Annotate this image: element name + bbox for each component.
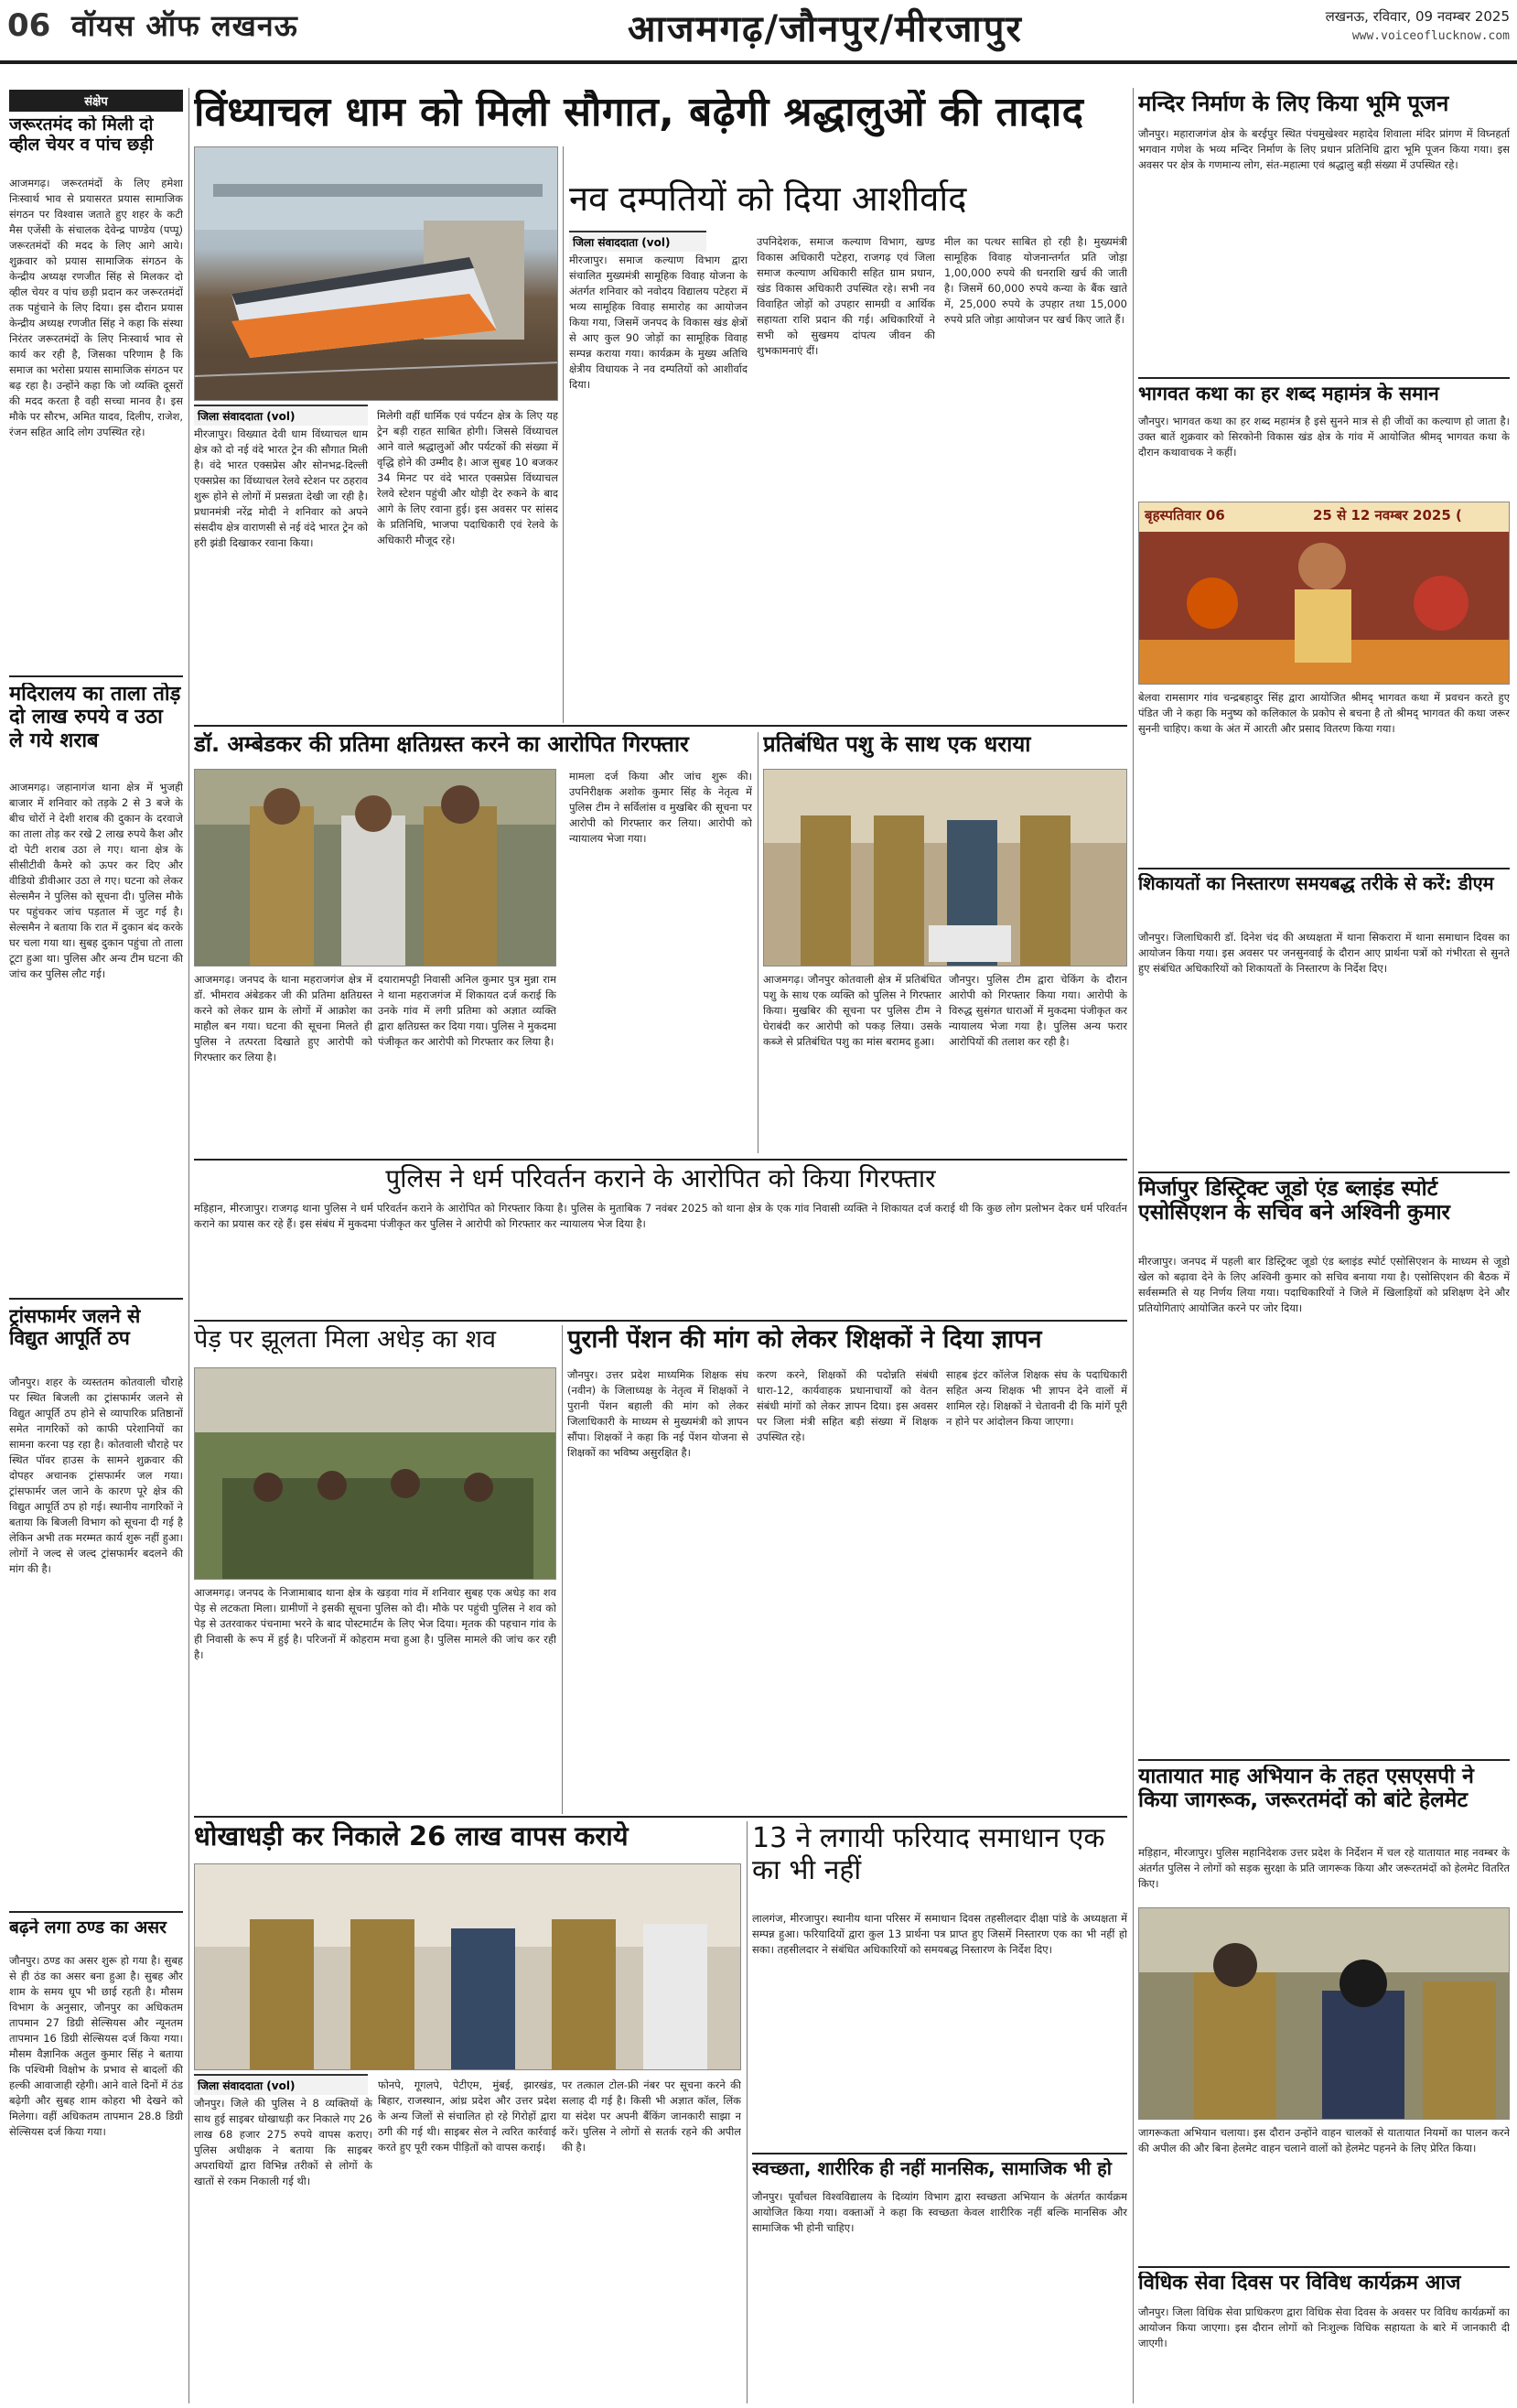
train-article-col2: मिलेगी वहीं धार्मिक एवं पर्यटन क्षेत्र के लिए यह ट्रेन बड़ी राहत साबित होगी। जिससे विंध्याचल आने वाले श्रद्धालुओं और पर्यटकों की संख्या में वृद्धि होने की उम्मीद है। आज सुबह 10 बजकर 34 मिनट पर वंदे भारत एक्सप्रेस विंध्याचल रेलवे स्टेशन पहुंची और थोड़ी देर रुकने के बाद आगे के लिए रवाना हुई। इस अवसर पर सांसद के प्रतिनिधि, भाजपा पदाधिकारी एवं रेलवे के अधिकारी मौजूद रहे। bbox=[377, 409, 558, 546]
complaints-dm-article: जौनपुर। जिलाधिकारी डॉ. दिनेश चंद की अध्यक्षता में थाना सिकरारा में थाना समाधान दिवस का आयोजन किया गया। इस अवसर पर जनसुनवाई के दौरान आए प्रार्थना पत्रों को गंभीरता से सुनते हुए संबंधित अधिकारियों को शिकायतों के निस्तारण के निर्देश दिए। bbox=[1138, 931, 1510, 975]
helmet-article-intro: मड़िहान, मीरजापुर। पुलिस महानिदेशक उत्तर प्रदेश के निर्देशन में चल रहे यातायात माह नवम्बर के अंतर्गत पुलिस ने लोगों को सड़क सुरक्षा के प्रति जागरूक किया और जरूरतमंदों को हेलमेट वितरित किए। bbox=[1138, 1846, 1510, 1890]
katha-article: बेलवा रामसागर गांव चन्द्रबहादुर सिंह द्वारा आयोजित श्रीमद् भागवत कथा में प्रवचन करते हुए पंडित जी ने कहा कि मनुष्य को कलिकाल के प्रकोप से बचना है तो श्रीमद् भागवत की कथा जरूर सुननी चाहिए। कथा के अंत में आरती और प्रसाद वितरण किया गया। bbox=[1138, 691, 1510, 735]
main-headline: विंध्याचल धाम को मिली सौगात, बढ़ेगी श्रद्धालुओं की तादाद bbox=[194, 90, 1084, 135]
ambedkar-col1: आजमगढ़। जनपद के थाना महराजगंज क्षेत्र में डॉ. भीमराव अंबेडकर जी की प्रतिमा क्षतिग्रस्त करने को लेकर ग्राम के लोगों में आक्रोश का माहौल बन गया। घटना की सूचना मिलते ही पुलिस ने तत्परता दिखाते हुए आरोपी को गिरफ्तार कर लिया है। bbox=[194, 973, 372, 1064]
divider bbox=[752, 2153, 1127, 2154]
helmet-article: जागरूकता अभियान चलाया। इस दौरान उन्होंने वाहन चालकों से यातायात नियमों का पालन करने की अपील की और बिना हेलमेट वाहन चलाने वालों को हेलमेट पहनने के लिए प्रेरित किया। bbox=[1138, 2126, 1510, 2154]
katha-article-intro: जौनपुर। भागवत कथा का हर शब्द महामंत्र है इसे सुनने मात्र से ही जीवों का कल्याण हो जाता है। उक्त बातें शुक्रवार को सिरकोनी विकास खंड क्षेत्र के गांव में आयोजित श्रीमद् भागवत कथा के दौरान कथावाचक ने कहीं। bbox=[1138, 415, 1510, 459]
headline-cattle: प्रतिबंधित पशु के साथ एक धराया bbox=[763, 732, 1031, 757]
cattle-col1: आजमगढ़। जौनपुर कोतवाली क्षेत्र में प्रतिबंधित पशु के साथ एक व्यक्ति को पुलिस ने गिरफ्तार किया। मुखबिर की सूचना पर पुलिस टीम ने घेराबंदी कर आरोपी को पकड़ लिया। उसके कब्जे से प्रतिबंधित पशु का मांस बरामद हुआ। bbox=[763, 973, 941, 1048]
helmet-photo bbox=[1138, 1907, 1510, 2120]
conversion-article: मड़िहान, मीरजापुर। राजगढ़ थाना पुलिस ने धर्म परिवर्तन कराने के आरोपित को गिरफ्तार किया है। पुलिस के मुताबिक 7 नवंबर 2025 को थाना क्षेत्र के एक गांव निवासी व्यक्ति ने शिकायत दर्ज कराई थी कि कुछ लोग प्रलोभन देकर धर्म परिवर्तन कराने का प्रयास कर रहे हैं। इस संबंध में मुकदमा पंजीकृत कर पुलिस ने आरोपी को गिरफ्तार कर न्यायालय भेज दिया है। bbox=[194, 1202, 1127, 1230]
divider bbox=[194, 1320, 1127, 1322]
crowd-image bbox=[195, 1368, 556, 1580]
ambedkar-col3: मामला दर्ज किया और जांच शुरू की। उपनिरीक्षक अशोक कुमार सिंह के नेतृत्व में पुलिस टीम ने सर्विलांस व मुखबिर की सूचना पर आरोपी को गिरफ्तार कर लिया। आरोपी को न्यायालय भेजा गया। bbox=[569, 770, 752, 845]
byline: जिला संवाददाता (vol) bbox=[194, 2074, 368, 2095]
divider bbox=[1138, 1759, 1510, 1761]
headline-pension: पुरानी पेंशन की मांग को लेकर शिक्षकों ने दिया ज्ञापन bbox=[567, 1325, 1042, 1354]
divider bbox=[1138, 1172, 1510, 1173]
headline-ambedkar: डॉ. अम्बेडकर की प्रतिमा क्षतिग्रस्त करने का आरोपित गिरफ्तार bbox=[194, 732, 689, 757]
train-image bbox=[195, 147, 558, 401]
column-divider bbox=[747, 1821, 748, 2403]
article-cold: जौनपुर। ठण्ड का असर शुरू हो गया है। सुबह से ही ठंड का असर बना हुआ है। सुबह और शाम के समय धूप भी छाई रहती है। मौसम विभाग के अनुसार, जौनपुर का अधिकतम तापमान 27 डिग्री सेल्सियस और न्यूनतम तापमान 16 डिग्री सेल्सियस दर्ज किया गया। मौसम वैज्ञानिक अतुल कुमार सिंह ने बताया कि पश्चिमी विक्षोभ के प्रभाव से बादलों की हल्की आवाजाही रहेगी। आने वाले दिनों में ठंड बढ़ेगी और सुबह शाम कोहरा भी देखने को मिलेगा। वहीं अधिकतम तापमान 28.8 डिग्री सेल्सियस दर्ज किया गया। bbox=[9, 1954, 183, 2138]
column-divider bbox=[188, 88, 189, 2403]
headline-helmet: यातायात माह अभियान के तहत एसएसपी ने किया जागरूक, जरूरतमंदों को बांटे हेलमेट bbox=[1138, 1765, 1474, 1813]
fraud-photo bbox=[194, 1863, 741, 2070]
headline-transformer: ट्रांसफार्मर जलने से विद्युत आपूर्ति ठप bbox=[9, 1305, 141, 1350]
ambedkar-col2: दयारामपट्टी निवासी अनिल कुमार पुत्र मुन्ना राम ने थाना महराजगंज में शिकायत दर्ज कराई कि उनके गांव में लगी प्रतिमा को अज्ञात व्यक्ति द्वारा क्षतिग्रस्त कर दिया गया। पुलिस ने मुकदमा पंजीकृत कर आरोपी को गिरफ्तार कर लिया है। bbox=[378, 973, 556, 1048]
column-divider bbox=[562, 1325, 563, 1814]
article-transformer: जौनपुर। शहर के व्यस्ततम कोतवाली चौराहे पर स्थित बिजली का ट्रांसफार्मर जलने से विद्युत आपूर्ति ठप होने से व्यापारिक प्रतिष्ठानों समेत नागरिकों को काफी परेशानियों का सामना करना पड़ रहा है। कोतवाली चौराहे पर स्थित पॉवर हाउस के सामने शुक्रवार की दोपहर अचानक ट्रांसफार्मर जल गया। ट्रांसफार्मर जल जाने के कारण पूरे क्षेत्र की विद्युत आपूर्ति ठप हो गई। स्थानीय नागरिकों ने बताया कि बिजली विभाग को सूचना दी गई है लेकिन अभी तक मरम्मत कार्य शुरू नहीं हुआ। लोगों ने जल्द से जल्द ट्रांसफार्मर बदलने की मांग की है। bbox=[9, 1376, 183, 1575]
cattle-col2: जौनपुर। पुलिस टीम द्वारा चेकिंग के दौरान आरोपी को गिरफ्तार किया गया। आरोपी के विरुद्ध सुसंगत धाराओं में मुकदमा पंजीकृत कर न्यायालय भेजा गया है। पुलिस अन्य फरार आरोपियों की तलाश कर रही है। bbox=[949, 973, 1127, 1048]
cleanliness-article: जौनपुर। पूर्वांचल विश्वविद्यालय के दिव्यांग विभाग द्वारा स्वच्छता अभियान के अंतर्गत कार्यक्रम आयोजित किया गया। वक्ताओं ने कहा कि स्वच्छता केवल शारीरिक नहीं बल्कि मानसिक और सामाजिक भी होनी चाहिए। bbox=[752, 2190, 1127, 2234]
byline: जिला संवाददाता (vol) bbox=[194, 405, 368, 426]
headline-wheelchair: जरूरतमंद को मिली दो व्हील चेयर व पांच छड़ी bbox=[9, 115, 154, 155]
katha-image bbox=[1139, 502, 1510, 685]
divider bbox=[9, 1911, 183, 1913]
katha-banner-text: बृहस्पतिवार 06 bbox=[1145, 507, 1225, 524]
train-article-col1: मीरजापुर। विख्यात देवी धाम विंध्याचल धाम क्षेत्र को दो नई वंदे भारत ट्रेन की सौगात मिली है। वंदे भारत एक्सप्रेस और सोनभद्र-दिल्ली एक्सप्रेस का विंध्याचल रेलवे स्टेशन पर ठहराव शुरू होने से लोगों में प्रसन्नता देखी जा रही है। प्रधानमंत्री नरेंद्र मोदी ने शनिवार को अपने संसदीय क्षेत्र वाराणसी से नई वंदे भारत ट्रेन को हरी झंडी दिखाकर रवाना किया। bbox=[194, 427, 368, 549]
headline-cold: बढ़ने लगा ठण्ड का असर bbox=[9, 1918, 167, 1938]
divider bbox=[9, 1298, 183, 1300]
divider bbox=[194, 1816, 1127, 1818]
headline-13-complaints: 13 ने लगायी फरियाद समाधान एक का भी नहीं bbox=[752, 1823, 1105, 1886]
katha-banner-text-2: 25 से 12 नवम्बर 2025 ( bbox=[1313, 507, 1462, 524]
pension-col2: करण करने, शिक्षकों की पदोन्नति संबंधी धारा-12, कार्यवाहक प्रधानाचार्यों को वेतन संबंधी मांगों को लेकर ज्ञापन दिया। इस अवसर पर जिला मंत्री सहित बड़ी संख्या में शिक्षक उपस्थित रहे। bbox=[757, 1368, 938, 1443]
paper-name: वॉयस ऑफ लखनऊ bbox=[71, 8, 298, 43]
newlyweds-col2: उपनिदेशक, समाज कल्याण विभाग, खण्ड विकास अधिकारी पटेहरा, राजगढ़ एवं जिला समाज कल्याण अधिकारी सहित ग्राम प्रधान, खंड विकास अधिकारी उपस्थित रहे। सभी नव विवाहित जोड़ों को उपहार सामग्री व आर्थिक सहायता राशि प्रदान की गई। अधिकारियों ने सभी को सुखमय दांपत्य जीवन की शुभकामनाएं दीं। bbox=[757, 235, 935, 357]
article-liquor-theft: आजमगढ़। जहानागंज थाना क्षेत्र में भुजही बाजार में शनिवार को तड़के 2 से 3 बजे के बीच चोरों ने देशी शराब की दुकान के दरवाजे का ताला तोड़ कर रखे 2 लाख रुपये कैश और दो पेटी शराब उठा ले गए। थाना क्षेत्र के सीसीटीवी कैमरे को ऊपर कर दिए और वीडियो डीवीआर उठा ले गए। घटना को लेकर सेल्समैन ने पुलिस को सूचना दी। पुलिस मौके पर पहुंचकर जांच पड़ताल में जुट गई है। सेल्समैन ने बताया कि रात में दुकान बंद करके घर चला गया था। सुबह दुकान पहुंचा तो ताला टूटा हुआ था। पुलिस और अन्य टीम घटना की जांच कर पुलिस लौट गई। bbox=[9, 781, 183, 980]
headline-legal: विधिक सेवा दिवस पर विविध कार्यक्रम आज bbox=[1138, 2272, 1461, 2295]
cattle-image bbox=[764, 770, 1127, 966]
headline-conversion: पुलिस ने धर्म परिवर्तन कराने के आरोपित को किया गिरफ्तार bbox=[385, 1164, 936, 1193]
divider bbox=[9, 675, 183, 677]
newlyweds-col1: मीरजापुर। समाज कल्याण विभाग द्वारा संचालित मुख्यमंत्री सामूहिक विवाह योजना के अंतर्गत शनिवार को नवोदय विद्यालय पटेहरा में भव्य सामूहिक विवाह समारोह का आयोजन किया गया, जिसमें जनपद के विकास खंड क्षेत्रों से आए कुल 90 जोड़ों का सामूहिक विवाह सम्पन्न कराया गया। कार्यक्रम के मुख्य अतिथि क्षेत्रीय विधायक ने नव दम्पतियों को आशीर्वाद दिया। bbox=[569, 254, 748, 391]
pension-col1: जौनपुर। उत्तर प्रदेश माध्यमिक शिक्षक संघ (नवीन) के जिलाध्यक्ष के नेतृत्व में शिक्षकों ने पुरानी पेंशन बहाली की मांग को लेकर जिलाधिकारी के माध्यम से मुख्यमंत्री को ज्ञापन सौंपा। शिक्षकों ने कहा कि नई पेंशन योजना से शिक्षकों का भविष्य असुरक्षित है। bbox=[567, 1368, 748, 1459]
divider bbox=[194, 725, 1127, 727]
katha-photo bbox=[1138, 502, 1510, 685]
column-divider bbox=[1133, 88, 1134, 2403]
fraud-col3: पर तत्काल टोल-फ्री नंबर पर सूचना करने की सलाह दी गई है। किसी भी अज्ञात कॉल, लिंक या संदेश पर अपनी बैंकिंग जानकारी साझा न करें। पुलिस ने लोगों से सतर्क रहने की अपील की है। bbox=[562, 2079, 741, 2154]
divider bbox=[1138, 377, 1510, 379]
arrest-image bbox=[195, 770, 556, 966]
arrest-photo bbox=[194, 769, 556, 966]
dateline: लखनऊ, रविवार, 09 नवम्बर 2025 bbox=[1325, 8, 1510, 25]
edition-title: आजमगढ़/जौनपुर/मीरजापुर bbox=[628, 8, 1023, 50]
headline-newlyweds: नव दम्पतियों को दिया आशीर्वाद bbox=[569, 179, 967, 219]
headline-judo: मिर्जापुर डिस्ट्रिक्ट जूडो एंड ब्लाइंड स्पोर्ट एसोसिएशन के सचिव बने अश्विनी कुमार bbox=[1138, 1177, 1450, 1226]
fraud-col1: जौनपुर। जिले की पुलिस ने 8 व्यक्तियों के साथ हुई साइबर धोखाधड़ी कर निकाले गए 26 लाख 68 हजार 275 रुपये वापस कराए। पुलिस अधीक्षक ने बताया कि साइबर अपराधियों द्वारा विभिन्न तरीकों से लोगों के खातों से रकम निकाली गई थी। bbox=[194, 2097, 372, 2187]
article-wheelchair: आजमगढ़। जरूरतमंदों के लिए हमेशा निःस्वार्थ भाव से प्रयासरत प्रयास सामाजिक संगठन पर विश्वास जताते हुए शहर के कटी मैस एजेंसी के संचालक देवेन्द्र पाण्डेय (पप्पू) जरूरतमंदों की मदद के लिए आगे आये। शुक्रवार को प्रयास सामाजिक संगठन के केन्द्रीय अध्यक्ष रणजीत सिंह से मिलकर दो व्हील चेयर व पांच छड़ी प्रदान कर जरूरतमंदों तक पहुंचाने के लिए दिया। इस दौरान प्रयास केन्द्रीय अध्यक्ष रणजीत सिंह ने कहा कि संस्था निरंतर जरूरतमंदों के लिए निःस्वार्थ भाव से कार्य कर रही है, जिसका परिणाम है कि समाज का भरोसा प्रयास सामाजिक संगठन पर बढ़ रहा है। उन्होंने कहा कि जो व्यक्ति दूसरों की मदद करता है वही सच्चा मानव है। इस मौके पर सौरभ, अमित यादव, दिलीप, राजेश, रंजन सहित आदि लोग उपस्थित रहे। bbox=[9, 177, 183, 438]
byline: जिला संवाददाता (vol) bbox=[569, 231, 706, 252]
headline-katha: भागवत कथा का हर शब्द महामंत्र के समान bbox=[1138, 383, 1439, 405]
headline-cleanliness: स्वच्छता, शारीरिक ही नहीं मानसिक, सामाजिक भी हो bbox=[752, 2158, 1112, 2179]
headline-liquor-theft: मदिरालय का ताला तोड़ दो लाख रुपये व उठा ले गये शराब bbox=[9, 683, 181, 752]
train-photo bbox=[194, 146, 558, 401]
masthead bbox=[0, 0, 1517, 64]
judo-article: मीरजापुर। जनपद में पहली बार डिस्ट्रिक्ट जूडो एंड ब्लाइंड स्पोर्ट एसोसिएशन के माध्यम से जूडो खेल को बढ़ावा देने के लिए अश्विनी कुमार को सचिव बनाया गया है। एसोसिएशन की बैठक में सर्वसम्मति से यह निर्णय लिया गया। पदाधिकारियों ने जिले में खिलाड़ियों को प्रशिक्षण देने और प्रतियोगिताएं आयोजित करने पर जोर दिया। bbox=[1138, 1255, 1510, 1314]
website-link[interactable]: www.voiceoflucknow.com bbox=[1351, 29, 1510, 43]
headline-temple: मन्दिर निर्माण के लिए किया भूमि पूजन bbox=[1138, 92, 1449, 116]
complaints-article: लालगंज, मीरजापुर। स्थानीय थाना परिसर में समाधान दिवस तहसीलदार दीक्षा पांडे के अध्यक्षता में सम्पन्न हुआ। फरियादियों द्वारा कुल 13 प्रार्थना पत्र प्राप्त हुए जिसमें निस्तारण एक का भी नहीं हो सका। तहसीलदार ने संबंधित अधिकारियों को समयबद्ध निस्तारण के निर्देश दिए। bbox=[752, 1912, 1127, 1956]
hanging-article: आजमगढ़। जनपद के निजामाबाद थाना क्षेत्र के खड़वा गांव में शनिवार सुबह एक अधेड़ का शव पेड़ से लटकता मिला। ग्रामीणों ने इसकी सूचना पुलिस को दी। मौके पर पहुंची पुलिस ने शव को पेड़ से उतरवाकर पंचनामा भरने के बाद पोस्टमार्टम के लिए भेज दिया। मृतक की पहचान गांव के ही निवासी के रूप में हुई है। परिजनों में कोहराम मचा हुआ है। पुलिस मामले की जांच कर रही है। bbox=[194, 1586, 556, 1661]
section-label: संक्षेप bbox=[9, 90, 183, 112]
cattle-photo bbox=[763, 769, 1127, 966]
police-group-image bbox=[195, 1864, 741, 2070]
legal-article: जौनपुर। जिला विधिक सेवा प्राधिकरण द्वारा विधिक सेवा दिवस के अवसर पर विविध कार्यक्रमों का आयोजन किया जाएगा। इस दौरान लोगों को निःशुल्क विधिक सहायता के बारे में जानकारी दी जाएगी। bbox=[1138, 2305, 1510, 2349]
headline-hanging: पेड़ पर झूलता मिला अधेड़ का शव bbox=[194, 1325, 496, 1354]
pension-col3: साहब इंटर कॉलेज शिक्षक संघ के पदाधिकारी सहित अन्य शिक्षक भी ज्ञापन देने वालों में शामिल रहे। शिक्षकों ने चेतावनी दी कि मांगें पूरी न होने पर आंदोलन किया जाएगा। bbox=[946, 1368, 1127, 1428]
divider bbox=[194, 1159, 1127, 1161]
hanging-photo bbox=[194, 1367, 556, 1580]
temple-article: जौनपुर। महाराजगंज क्षेत्र के बरईपुर स्थित पंचमुखेश्वर महादेव शिवाला मंदिर प्रांगण में विघ्नहर्ता भगवान गणेश के भव्य मन्दिर निर्माण के लिए प्रधान प्रतिनिधि द्वारा भूमि पूजन किया गया। इस अवसर पर क्षेत्र के गणमान्य लोग, संत-महात्मा एवं श्रद्धालु बड़ी संख्या में उपस्थित रहे। bbox=[1138, 127, 1510, 171]
helmet-image bbox=[1139, 1908, 1510, 2120]
divider bbox=[1138, 868, 1510, 869]
headline-complaints-dm: शिकायतों का निस्तारण समयबद्ध तरीके से करें: डीएम bbox=[1138, 873, 1494, 894]
fraud-col2: फोनपे, गूगलपे, पेटीएम, मुंबई, झारखंड, बिहार, राजस्थान, आंध्र प्रदेश और उत्तर प्रदेश के अन्य जिलों से संचालित हो रहे गिरोहों द्वारा ठगी की गई थी। साइबर सेल ने त्वरित कार्रवाई करते हुए पूरी रकम पीड़ितों को वापस कराई। bbox=[378, 2079, 556, 2154]
newlyweds-col3: मील का पत्थर साबित हो रही है। मुख्यमंत्री सामूहिक विवाह योजनान्तर्गत प्रति जोड़ा 1,00,000 रुपये की धनराशि खर्च की जाती है। जिसमें 60,000 रुपये कन्या के बैंक खाते में, 25,000 रुपये के उपहार तथा 15,000 रुपये प्रति जोड़ा आयोजन पर खर्च किए जाते हैं। bbox=[944, 235, 1127, 326]
column-divider bbox=[563, 146, 564, 723]
divider bbox=[1138, 2266, 1510, 2268]
page-number: 06 bbox=[7, 7, 51, 44]
headline-fraud: धोखाधड़ी कर निकाले 26 लाख वापस कराये bbox=[194, 1821, 629, 1852]
